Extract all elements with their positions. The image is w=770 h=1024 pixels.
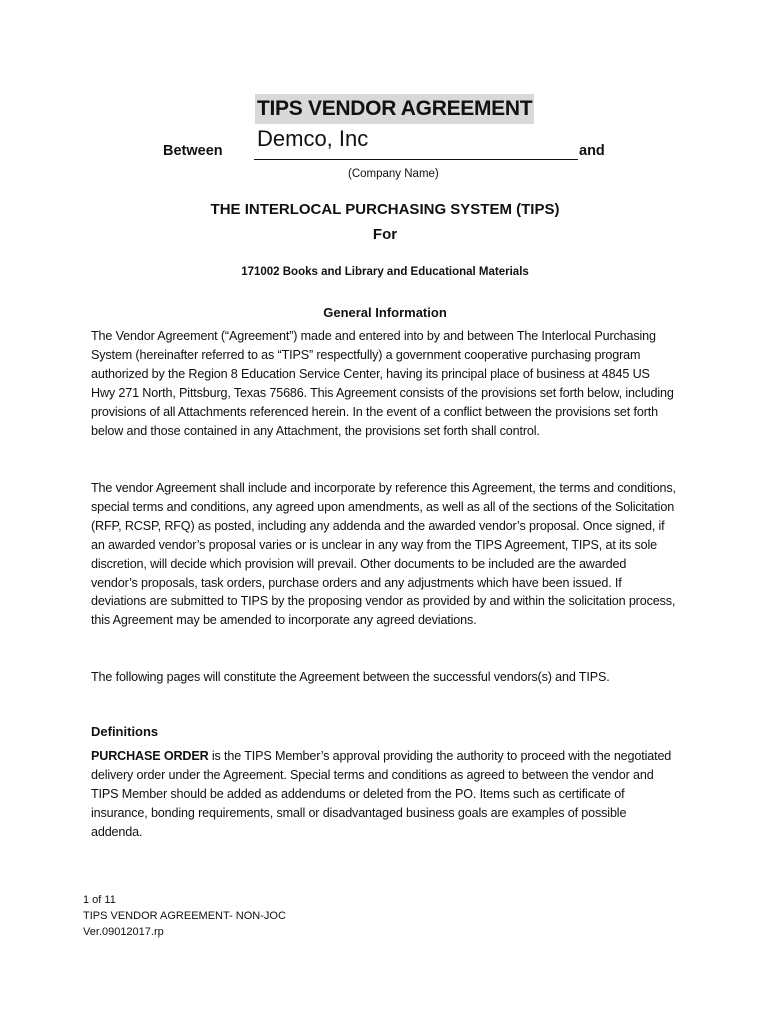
definition-term: PURCHASE ORDER	[91, 749, 209, 763]
general-information-heading: General Information	[323, 305, 447, 320]
between-label: Between	[163, 143, 223, 159]
paragraph-agreement-scope: The vendor Agreement shall include and incorporate by reference this Agreement, the terms and conditions, special terms and conditions, any agreed upon amendments, as well as all of the sections of the Solicitation (RFP, RCSP, RFQ) as posted, including any addenda and the awarded vendor’s proposal. Once signed, if an awarded vendor’s proposal varies or is unclear in any way from the TIPS Agreement, TIPS, at its sole discretion, will decide which provision will prevail. Other documents to be included are the awarded vendor’s proposals, task orders, purchase orders and any adjustments which have been issued. If deviations are submitted to TIPS by the proposing vendor as provided by and within the solicitation process, this Agreement may be amended to incorporate any agreed deviations.	[91, 481, 676, 628]
footer-document-name: TIPS VENDOR AGREEMENT- NON-JOC	[83, 910, 286, 922]
paragraph-agreement-intro: The Vendor Agreement (“Agreement”) made and entered into by and between The Interlocal Purchasing System (hereinafter referred to as “TIPS” respectfully) a government cooperative purchasing program authorized by the Region 8 Education Service Center, having its principal place of business at 4845 US Hwy 271 North, Pittsburg, Texas 75686. This Agreement consists of the provisions set forth below, including provisions of all Attachments referenced herein. In the event of a conflict between the provisions set forth below and those contained in any Attachment, the provisions set forth shall control.	[91, 329, 674, 438]
paragraph-agreement-pages: The following pages will constitute the Agreement between the successful vendors(s) and TIPS.	[91, 670, 610, 684]
solicitation-subject: 171002 Books and Library and Educational Materials	[241, 266, 529, 278]
company-name-underline	[254, 159, 578, 160]
company-name-field[interactable]: Demco, Inc	[257, 126, 369, 151]
definition-purchase-order	[91, 747, 676, 842]
footer-version: Ver.09012017.rp	[83, 926, 164, 938]
org-heading: THE INTERLOCAL PURCHASING SYSTEM (TIPS)	[210, 201, 560, 218]
footer-page-number: 1 of 11	[83, 894, 116, 906]
document-title: TIPS VENDOR AGREEMENT	[255, 94, 534, 124]
company-name-caption: (Company Name)	[348, 168, 439, 180]
definitions-heading: Definitions	[91, 724, 159, 739]
definition-text: is the TIPS Member’s approval providing the authority to proceed with the negotiated delivery order under the Agreement. Special terms and conditions as agreed to between the vendor and TIPS Member should be added as addendums or deleted from the PO. Items such as certificate of insurance, bonding requirements, small or disadvantaged business goals are examples of possible addenda.	[91, 749, 672, 839]
for-label: For	[372, 226, 398, 243]
and-label: and	[579, 143, 605, 159]
